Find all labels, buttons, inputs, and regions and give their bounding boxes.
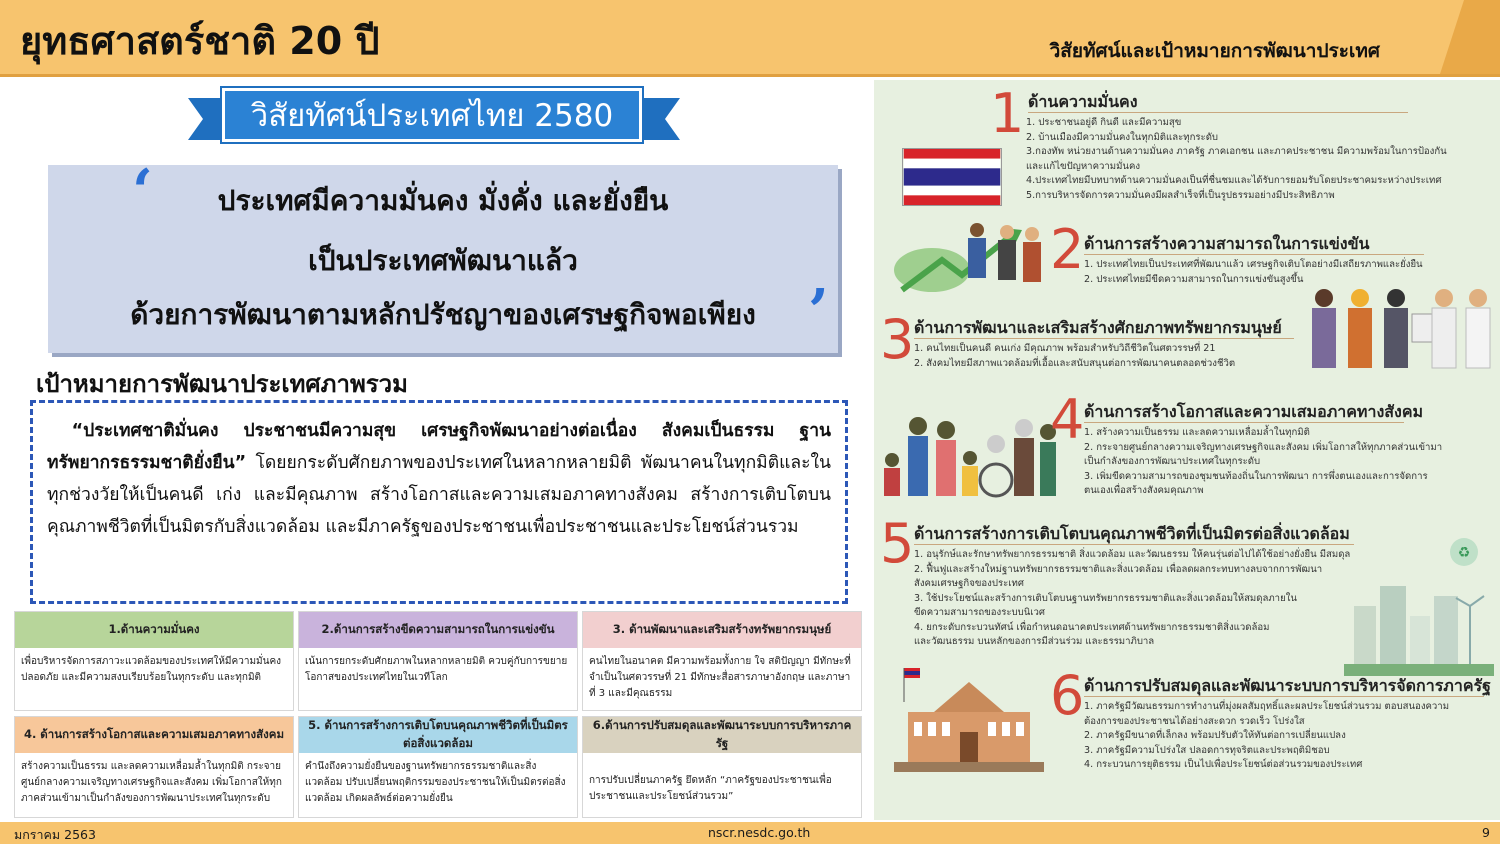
- section-title: ด้านความมั่นคง: [1028, 92, 1138, 111]
- section-item: 2. ฟื้นฟูและสร้างใหม่ฐานทรัพยากรธรรมชาติและสิ่งแวดล้อม เพื่อลดผลกระทบทางลบจากการพัฒนา: [914, 563, 1323, 575]
- strategy-card-title: 6.ด้านการปรับสมดุลและพัฒนาระบบการบริหารภาครัฐ: [583, 717, 861, 753]
- section-items: [914, 342, 1235, 371]
- section-number: 5: [880, 512, 915, 575]
- section-number: 4: [1050, 388, 1085, 451]
- vision-line-1: ประเทศมีความมั่นคง มั่งคั่ง และยั่งยืน: [217, 184, 669, 217]
- section-title: ด้านการสร้างโอกาสและความเสมอภาคทางสังคม: [1084, 402, 1424, 421]
- section-item: สังคมเศรษฐกิจของประเทศ: [914, 578, 1024, 589]
- section-item: 2. กระจายศูนย์กลางความเจริญทางเศรษฐกิจและสังคม เพิ่มโอกาสให้ทุกภาคส่วนเข้ามา: [1084, 441, 1443, 453]
- strategy-card-body: คำนึงถึงความยั่งยืนของฐานทรัพยากรธรรมชาติและสิ่งแวดล้อม ปรับเปลี่ยนพฤติกรรมของประชาชนให้เป็นมิตรต่อสิ่งแวดล้อม เกิดผลลัพธ์ต่อความยั่งยืน: [305, 761, 566, 804]
- section-item: 2. ภาครัฐมีขนาดที่เล็กลง พร้อมปรับตัวให้ทันต่อการเปลี่ยนแปลง: [1084, 730, 1346, 741]
- footer-bar: [0, 822, 1500, 844]
- business-people-icon: [892, 220, 1052, 300]
- section-number: 2: [1050, 218, 1085, 281]
- section-divider: [1084, 696, 1484, 697]
- section-item: 1. ประชาชนอยู่ดี กินดี และมีความสุข: [1026, 117, 1182, 128]
- section-item: 1. สร้างความเป็นธรรม และลดความเหลื่อมล้ำในทุกมิติ: [1084, 427, 1310, 438]
- section-divider: [914, 338, 1294, 339]
- strategy-card-6: [582, 716, 862, 818]
- section-items: [914, 548, 1350, 650]
- section-item: 3. ภาครัฐมีความโปร่งใส ปลอดการทุจริตและประพฤติมิชอบ: [1084, 744, 1330, 756]
- section-items: [1084, 426, 1442, 499]
- strategy-card-title: 5. ด้านการสร้างการเติบโตบนคุณภาพชีวิตที่เป็นมิตรต่อสิ่งแวดล้อม: [299, 717, 577, 753]
- section-divider: [1084, 254, 1424, 255]
- strategy-card-3: [582, 611, 862, 711]
- open-quote-icon: ‘: [132, 157, 153, 227]
- section-item: และแก้ไขปัญหาความมั่นคง: [1026, 160, 1141, 172]
- svg-text:♻: ♻: [1457, 545, 1471, 561]
- strategy-card-body: เพื่อบริหารจัดการสภาวะแวดล้อมของประเทศให้มีความมั่นคง ปลอดภัย และมีความสงบเรียบร้อยในทุกระดับ และทุกมิติ: [21, 656, 282, 683]
- vision-quote-box: [48, 157, 838, 353]
- section-item: 2. บ้านเมืองมีความมั่นคงในทุกมิติและทุกระดับ: [1026, 131, 1219, 143]
- section-divider: [1084, 422, 1404, 423]
- green-city-icon: [1344, 536, 1494, 676]
- vision-line-3: ด้วยการพัฒนาตามหลักปรัชญาของเศรษฐกิจพอเพียง: [130, 298, 756, 331]
- strategy-card-body: สร้างความเป็นธรรม และลดความเหลื่อมล้ำในทุกมิติ กระจายศูนย์กลางความเจริญทางเศรษฐกิจและสังคม เพิ่มโอกาสให้ทุกภาคส่วนเข้ามาเป็นกำลังของการพัฒนาประเทศในทุกระดับ: [21, 761, 282, 804]
- section-item: 1. อนุรักษ์และรักษาทรัพยากรธรรมชาติ สิ่งแวดล้อม และวัฒนธรรม ให้คนรุ่นต่อไปได้ใช้อย่างยั่งยืน มีสมดุล: [914, 549, 1351, 560]
- overall-goal-box: [30, 400, 848, 604]
- strategy-card-body: การปรับเปลี่ยนภาครัฐ ยึดหลัก “ภาครัฐของประชาชนเพื่อประชาชนและประโยชน์ส่วนรวม”: [589, 775, 832, 802]
- section-items: [1084, 258, 1423, 287]
- section-item: 3.กองทัพ หน่วยงานด้านความมั่นคง ภาครัฐ ภาคเอกชน และภาคประชาชน มีความพร้อมในการป้องกัน: [1026, 146, 1447, 157]
- section-divider: [914, 544, 1354, 545]
- footer-site-link[interactable]: nscr.nesdc.go.th: [708, 825, 811, 840]
- section-divider: [1028, 112, 1408, 113]
- close-quote-icon: ’: [808, 277, 829, 347]
- page-subtitle: วิสัยทัศน์และเป้าหมายการพัฒนาประเทศ: [1049, 40, 1380, 62]
- section-item: 1. ประเทศไทยเป็นประเทศที่พัฒนาแล้ว เศรษฐกิจเติบโตอย่างมีเสถียรภาพและยั่งยืน: [1084, 259, 1423, 270]
- section-title: ด้านการพัฒนาและเสริมสร้างศักยภาพทรัพยากรมนุษย์: [914, 318, 1282, 337]
- family-icon: [878, 414, 1058, 500]
- section-item: ต้องการของประชาชนได้อย่างสะดวก รวดเร็ว โปร่งใส: [1084, 715, 1305, 727]
- strategy-card-2: [298, 611, 578, 711]
- overall-goal-text: โดยยกระดับศักยภาพของประเทศในหลากหลายมิติ พัฒนาคนในทุกมิติและในทุกช่วงวัยให้เป็นคนดี เก่ง และมีคุณภาพ สร้างโอกาสและความเสมอภาคทางสังคม สร้างการเติบโตบนคุณภาพชีวิตที่เป็นมิตรกับสิ่งแวดล้อม และมีภาครัฐของประชาชนเพื่อประชาชนและประโยชน์ส่วนรวม: [47, 453, 831, 537]
- page-title: ยุทธศาสตร์ชาติ 20 ปี: [20, 19, 380, 63]
- vision-banner: วิสัยทัศน์ประเทศไทย 2580: [222, 88, 642, 142]
- footer-page-number: 9: [1482, 825, 1490, 840]
- section-item: 2. ประเทศไทยมีขีดความสามารถในการแข่งขันสูงขึ้น: [1084, 273, 1304, 285]
- section-item: 3. เพิ่มขีดความสามารถของชุมชนท้องถิ่นในการพัฒนา การพึ่งตนเองและการจัดการ: [1084, 470, 1428, 482]
- footer-date: มกราคม 2563: [14, 827, 96, 842]
- section-item: 5.การบริหารจัดการความมั่นคงมีผลสำเร็จที่เป็นรูปธรรมอย่างมีประสิทธิภาพ: [1026, 189, 1335, 201]
- strategy-card-4: [14, 716, 294, 818]
- strategy-card-body: คนไทยในอนาคต มีความพร้อมทั้งกาย ใจ สติปัญญา มีทักษะที่จำเป็นในศตวรรษที่ 21 มีทักษะสื่อสารภาษาอังกฤษ และภาษาที่ 3 และมีคุณธรรม: [589, 656, 851, 699]
- vision-line-2: เป็นประเทศพัฒนาแล้ว: [308, 244, 578, 277]
- strategy-infographic: [874, 80, 1500, 820]
- section-item: และวัฒนธรรม บนหลักของการมีส่วนร่วม และธรรมาภิบาล: [914, 636, 1155, 647]
- strategy-card-body: เน้นการยกระดับศักยภาพในหลากหลายมิติ ควบคู่กับการขยายโอกาสของประเทศไทยในเวทีโลก: [305, 656, 568, 683]
- strategy-card-5: [298, 716, 578, 818]
- section-items: [1084, 700, 1449, 773]
- section-item: ตนเองเพื่อสร้างสังคมคุณภาพ: [1084, 485, 1204, 496]
- strategy-card-1: [14, 611, 294, 711]
- strategy-card-title: 1.ด้านความมั่นคง: [15, 612, 293, 648]
- section-items: [1026, 116, 1447, 203]
- overall-goal-heading: เป้าหมายการพัฒนาประเทศภาพรวม: [36, 370, 408, 398]
- government-building-icon: [894, 662, 1044, 772]
- professionals-icon: [1304, 284, 1494, 374]
- section-item: 2. สังคมไทยมีสภาพแวดล้อมที่เอื้อและสนับสนุนต่อการพัฒนาคนตลอดช่วงชีวิต: [914, 357, 1236, 369]
- header-divider: [0, 74, 1500, 77]
- section-item: 4. ยกระดับกระบวนทัศน์ เพื่อกำหนดอนาคตประเทศด้านทรัพยากรธรรมชาติสิ่งแวดล้อม: [914, 621, 1270, 633]
- section-title: ด้านการปรับสมดุลและพัฒนาระบบการบริหารจัดการภาครัฐ: [1084, 676, 1491, 695]
- section-title: ด้านการสร้างการเติบโตบนคุณภาพชีวิตที่เป็นมิตรต่อสิ่งแวดล้อม: [914, 524, 1350, 543]
- section-item: เป็นกำลังของการพัฒนาประเทศในทุกระดับ: [1084, 456, 1261, 467]
- section-item: 1. ภาครัฐมีวัฒนธรรมการทำงานที่มุ่งผลสัมฤทธิ์และผลประโยชน์ส่วนรวม ตอบสนองความ: [1084, 701, 1450, 712]
- section-number: 6: [1050, 664, 1085, 727]
- thai-flag-icon: [902, 148, 1002, 206]
- section-number: 1: [990, 82, 1025, 145]
- section-item: 1. คนไทยเป็นคนดี คนเก่ง มีคุณภาพ พร้อมสำหรับวิถีชีวิตในศตวรรษที่ 21: [914, 343, 1216, 354]
- overall-goal-bold: “ประเทศชาติมั่นคง ประชาชนมีความสุข เศรษฐกิจพัฒนาอย่างต่อเนื่อง สังคมเป็นธรรม ฐานทรัพยากรธรรมชาติยั่งยืน”: [47, 421, 831, 473]
- section-number: 3: [880, 308, 915, 371]
- section-item: ขีดความสามารถของระบบนิเวศ: [914, 607, 1046, 618]
- section-item: 4. กระบวนการยุติธรรม เป็นไปเพื่อประโยชน์ต่อส่วนรวมของประเทศ: [1084, 759, 1363, 770]
- section-item: 3. ใช้ประโยชน์และสร้างการเติบโตบนฐานทรัพยากรธรรมชาติและสิ่งแวดล้อมให้สมดุลภายใน: [914, 592, 1297, 604]
- section-title: ด้านการสร้างความสามารถในการแข่งขัน: [1084, 234, 1370, 253]
- strategy-card-title: 4. ด้านการสร้างโอกาสและความเสมอภาคทางสังคม: [15, 717, 293, 753]
- strategy-card-title: 2.ด้านการสร้างขีดความสามารถในการแข่งขัน: [299, 612, 577, 648]
- strategy-card-title: 3. ด้านพัฒนาและเสริมสร้างทรัพยากรมนุษย์: [583, 612, 861, 648]
- section-item: 4.ประเทศไทยมีบทบาทด้านความมั่นคงเป็นที่ชื่นชมและได้รับการยอมรับโดยประชาคมระหว่างประเทศ: [1026, 175, 1442, 186]
